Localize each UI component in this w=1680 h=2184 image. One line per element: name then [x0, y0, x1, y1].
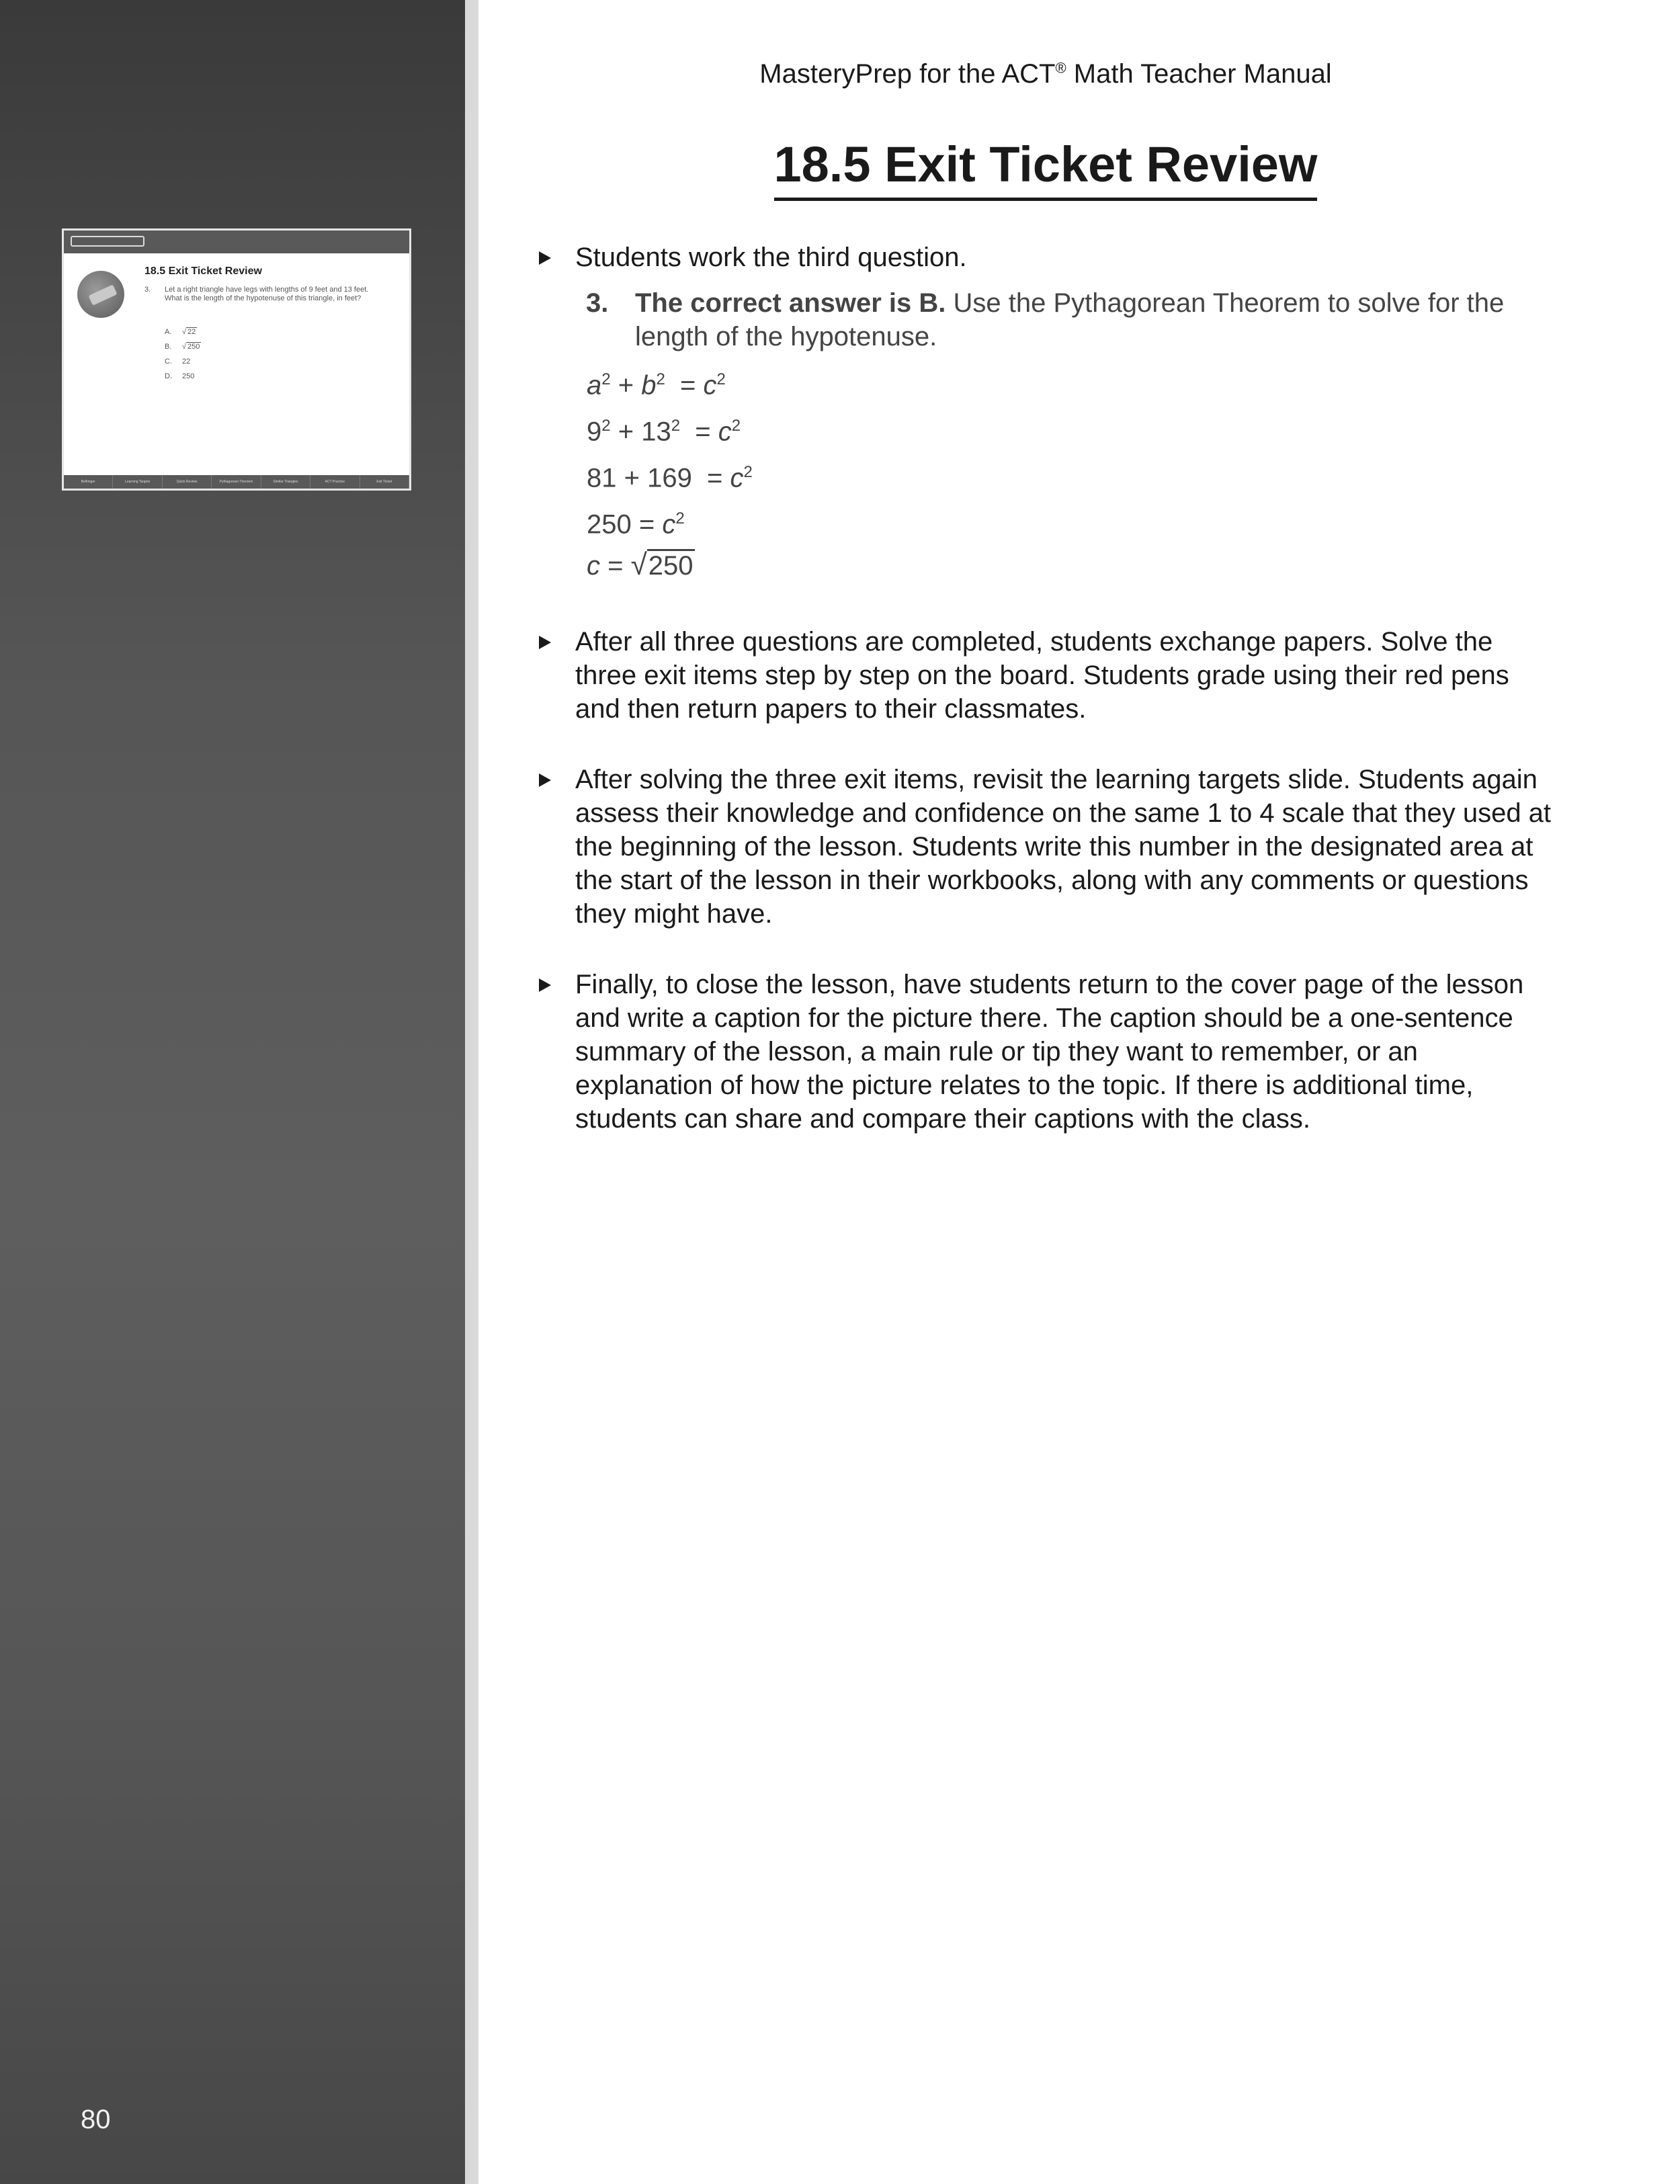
bullet-item: Students work the third question.	[538, 241, 1559, 274]
bullet-arrow-icon	[539, 978, 551, 992]
bullet-arrow-icon	[539, 773, 551, 787]
slide-footer-item: Bellringer	[64, 475, 113, 489]
slide-title: 18.5 Exit Ticket Review	[144, 265, 262, 277]
answer-lead: The correct answer is B.	[635, 288, 946, 318]
equation-2: $9^2 + 13^2 = c^2$	[587, 417, 741, 447]
slide-question-number: 3.	[144, 286, 151, 294]
slide-footer-nav	[64, 475, 409, 489]
bullet-item: Finally, to close the lesson, have students return to the cover page of the lesson and write a caption for the picture there. The caption should be a one-sentence summary of the lesson, a main rule or tip they want to remember, or an explanation of how the picture relates to the topic. If there is additional time, students can share and compare their captions with the class.	[538, 968, 1559, 1136]
equation-4: $250 = c^2$	[587, 509, 685, 540]
lesson-badge-icon	[77, 271, 124, 318]
bullet-arrow-icon	[539, 636, 551, 649]
slide-footer-item: ACT Practice	[310, 475, 360, 489]
page-title: 18.5 Exit Ticket Review	[478, 134, 1613, 201]
slide-choice-a: A. √ 22	[165, 328, 196, 336]
slide-choices	[165, 325, 201, 384]
bullet-item: After solving the three exit items, revisit the learning targets slide. Students again assess their knowledge and confidence on the same 1 to 4 scale that they used at the beginning of the lesson. Students write this number in the designated area at the start of the lesson in their workbooks, along with any comments or questions they might have.	[538, 763, 1559, 931]
slide-footer-item: Learning Targets	[113, 475, 162, 489]
slide-footer-item: Quick Review	[163, 475, 212, 489]
slide-thumbnail	[62, 228, 411, 491]
answer-text: Use the Pythagorean Theorem to solve for the length of the hypotenuse.	[635, 288, 1505, 351]
masteryprep-logo-icon	[71, 236, 144, 247]
slide-footer-item: Exit Ticket	[360, 475, 409, 489]
slide-choice-c: C. 22	[165, 358, 191, 366]
sidebar-divider	[465, 0, 478, 2184]
slide-question-text: Let a right triangle have legs with lengths of 9 feet and 13 feet. What is the length of the hypotenuse of this triangle, in feet?	[165, 286, 369, 302]
slide-footer-item: Similar Triangles	[261, 475, 310, 489]
square-root: √250	[630, 548, 694, 581]
slide-question	[144, 286, 386, 303]
equation-3: $81 + 169 = c^2$	[587, 463, 753, 493]
main-content	[538, 241, 1559, 1136]
slide-choice-d: D. 250	[165, 372, 195, 380]
equation-5: c = √250	[587, 542, 1559, 588]
bullet-item: After all three questions are completed, students exchange papers. Solve the three exit items step by step on the board. Students grade using their red pens and then return papers to their classmates.	[538, 625, 1559, 726]
running-head: MasteryPrep for the ACT® Math Teacher Manual	[759, 59, 1332, 89]
page-number: 80	[81, 2105, 111, 2134]
slide-topbar	[64, 230, 409, 253]
equation-1: $a^2 + b^2 = c^2$	[587, 370, 726, 401]
radical-sign-icon: √	[630, 548, 647, 581]
slide-choice-b: B. √ 250	[165, 343, 200, 351]
slide-footer-item: Pythagorean Theorem	[212, 475, 261, 489]
answer-number: 3.	[586, 288, 609, 318]
bullet-arrow-icon	[539, 251, 551, 265]
answer-explanation	[586, 286, 1559, 353]
